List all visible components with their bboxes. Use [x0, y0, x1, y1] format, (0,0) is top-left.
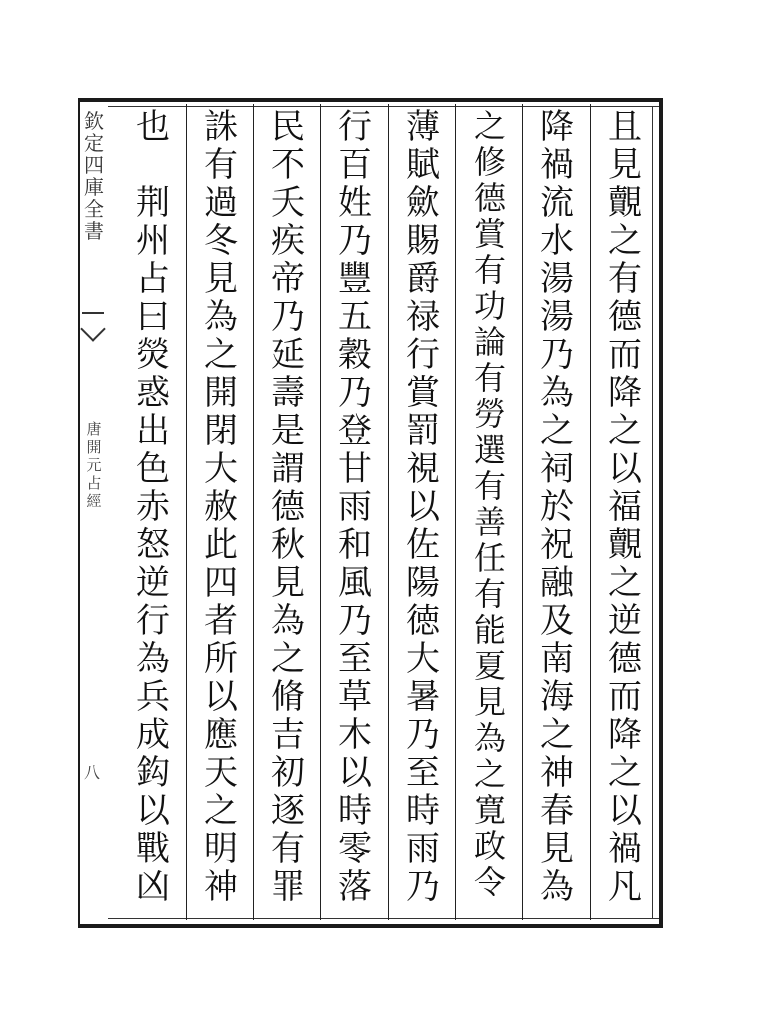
column-character: 有: [204, 145, 238, 185]
column-character: 暑: [406, 677, 440, 717]
column-rule: [388, 104, 389, 920]
book-title-char: 開: [86, 438, 102, 456]
column-character: 之: [473, 755, 506, 793]
column-character: 薄: [406, 107, 440, 147]
column-character: 乃: [406, 715, 440, 755]
column-character: 以: [608, 449, 642, 489]
column-character: [128, 146, 178, 184]
column-character: 覿: [608, 525, 642, 565]
column-character: 延: [271, 335, 305, 375]
frame-inner-bottom-line: [108, 918, 659, 919]
column-character: 福: [608, 487, 642, 527]
column-character: 賜: [406, 221, 440, 261]
column-character: 者: [204, 601, 238, 641]
column-character: 夏: [473, 647, 506, 685]
column-rule: [320, 104, 321, 920]
column-character: 零: [338, 829, 372, 869]
column-character: 為: [271, 601, 305, 641]
column-character: 四: [204, 563, 238, 603]
fold-title-char: 定: [84, 131, 104, 155]
page-number: 八: [84, 763, 101, 782]
column-character: 之: [608, 411, 642, 451]
column-character: 禍: [540, 145, 574, 185]
column-character: 風: [338, 563, 372, 603]
column-character: 之: [608, 563, 642, 603]
column-character: 天: [204, 753, 238, 793]
fold-title-char: 全: [84, 197, 104, 221]
column-character: 之: [608, 221, 642, 261]
column-character: 為: [540, 867, 574, 907]
book-title-char: 唐: [86, 420, 102, 438]
text-column: [461, 108, 519, 916]
column-character: 疾: [271, 221, 305, 261]
column-character: 熒: [136, 335, 170, 375]
column-character: 政: [473, 827, 506, 865]
column-character: 選: [473, 431, 506, 469]
column-character: 成: [136, 715, 170, 755]
column-character: 時: [406, 791, 440, 831]
column-character: 登: [338, 411, 372, 451]
text-column: [596, 108, 654, 916]
column-character: 惑: [136, 373, 170, 413]
fishtail-mark-icon: [82, 312, 104, 354]
column-character: 南: [540, 639, 574, 679]
column-character: 色: [136, 449, 170, 489]
column-character: 覿: [608, 183, 642, 223]
column-character: 初: [271, 753, 305, 793]
column-character: 所: [204, 639, 238, 679]
column-character: 有: [473, 359, 506, 397]
column-character: 禄: [406, 297, 440, 337]
column-character: 見: [473, 683, 506, 721]
column-character: 祠: [540, 449, 574, 489]
column-character: 降: [540, 107, 574, 147]
column-rule: [522, 104, 523, 920]
column-character: 有: [473, 575, 506, 613]
column-character: 民: [271, 107, 305, 147]
column-character: 德: [271, 487, 305, 527]
text-column: [259, 108, 317, 916]
column-character: 赤: [136, 487, 170, 527]
column-character: 赦: [204, 487, 238, 527]
column-character: 德: [608, 297, 642, 337]
fold-title-char: 書: [84, 219, 104, 243]
text-column: [394, 108, 452, 916]
column-character: 乃: [338, 373, 372, 413]
column-character: 帝: [271, 259, 305, 299]
column-character: 至: [406, 753, 440, 793]
column-character: 罰: [406, 411, 440, 451]
column-character: 不: [271, 145, 305, 185]
column-character: 戰: [136, 829, 170, 869]
column-character: 視: [406, 449, 440, 489]
column-character: 為: [204, 297, 238, 337]
column-character: 以: [338, 753, 372, 793]
column-character: 修: [473, 143, 506, 181]
text-column: [124, 108, 182, 916]
column-character: 有: [473, 467, 506, 505]
column-character: 以: [136, 791, 170, 831]
column-character: 賞: [406, 373, 440, 413]
column-character: 明: [204, 829, 238, 869]
column-character: 賞: [473, 215, 506, 253]
column-character: 過: [204, 183, 238, 223]
column-character: 荆: [136, 183, 170, 223]
column-rule: [455, 104, 456, 920]
column-character: 德: [473, 179, 506, 217]
column-character: 於: [540, 487, 574, 527]
column-character: 秋: [271, 525, 305, 565]
column-character: 逆: [608, 601, 642, 641]
column-character: 有: [608, 259, 642, 299]
book-title-char: 元: [86, 456, 102, 474]
column-character: 湯: [540, 297, 574, 337]
column-character: 禍: [608, 829, 642, 869]
column-character: 逐: [271, 791, 305, 831]
column-character: 草: [338, 677, 372, 717]
column-character: 兵: [136, 677, 170, 717]
column-character: 以: [406, 487, 440, 527]
column-character: 之: [540, 411, 574, 451]
column-character: 也: [136, 107, 170, 147]
column-character: 脩: [271, 677, 305, 717]
column-character: 之: [608, 753, 642, 793]
column-character: 德: [608, 639, 642, 679]
column-character: 之: [540, 715, 574, 755]
column-character: 行: [338, 107, 372, 147]
column-character: 誅: [204, 107, 238, 147]
column-character: 爵: [406, 259, 440, 299]
book-title-char: 經: [86, 492, 102, 510]
column-character: 雨: [338, 487, 372, 527]
column-character: 木: [338, 715, 372, 755]
column-character: 祝: [540, 525, 574, 565]
column-character: 應: [204, 715, 238, 755]
column-character: 春: [540, 791, 574, 831]
column-character: 陽: [406, 563, 440, 603]
column-character: 謂: [271, 449, 305, 489]
column-character: 豐: [338, 259, 372, 299]
column-character: 有: [271, 829, 305, 869]
column-rule: [590, 104, 591, 920]
column-character: 夭: [271, 183, 305, 223]
fold-title-char: 欽: [84, 109, 104, 133]
column-character: 冬: [204, 221, 238, 261]
fold-title-char: 四: [84, 153, 104, 177]
column-character: 怒: [136, 525, 170, 565]
column-character: 之: [473, 107, 506, 145]
column-character: 落: [338, 867, 372, 907]
column-character: 甘: [338, 449, 372, 489]
column-character: 且: [608, 107, 642, 147]
column-character: 令: [473, 863, 506, 901]
column-character: 而: [608, 677, 642, 717]
column-character: 寛: [473, 791, 506, 829]
column-character: 神: [204, 867, 238, 907]
column-character: 乃: [540, 335, 574, 375]
column-character: 行: [406, 335, 440, 375]
column-character: 之: [271, 639, 305, 679]
column-character: 五: [338, 297, 372, 337]
column-character: 融: [540, 563, 574, 603]
column-character: 徳: [406, 601, 440, 641]
column-rule: [253, 104, 254, 920]
column-character: 逆: [136, 563, 170, 603]
column-character: 賦: [406, 145, 440, 185]
fold-margin-title: [82, 110, 106, 242]
column-character: 降: [608, 373, 642, 413]
column-character: 穀: [338, 335, 372, 375]
column-character: 為: [540, 373, 574, 413]
column-character: 時: [338, 791, 372, 831]
column-character: 鈎: [136, 753, 170, 793]
column-character: 能: [473, 611, 506, 649]
column-character: 以: [204, 677, 238, 717]
column-character: 及: [540, 601, 574, 641]
column-character: 而: [608, 335, 642, 375]
column-character: 歛: [406, 183, 440, 223]
text-column: [326, 108, 384, 916]
column-character: 任: [473, 539, 506, 577]
column-character: 姓: [338, 183, 372, 223]
book-title-char: 占: [86, 474, 102, 492]
text-column: [192, 108, 250, 916]
column-character: 此: [204, 525, 238, 565]
column-character: 以: [608, 791, 642, 831]
column-character: 神: [540, 753, 574, 793]
column-character: 乃: [271, 297, 305, 337]
column-character: 之: [204, 791, 238, 831]
column-character: 開: [204, 373, 238, 413]
column-character: 善: [473, 503, 506, 541]
column-character: 湯: [540, 259, 574, 299]
column-character: 州: [136, 221, 170, 261]
fold-title-char: 庫: [84, 175, 104, 199]
column-character: 見: [608, 145, 642, 185]
column-character: 至: [338, 639, 372, 679]
column-character: 勞: [473, 395, 506, 433]
column-character: 占: [136, 259, 170, 299]
column-character: 行: [136, 601, 170, 641]
column-character: 吉: [271, 715, 305, 755]
column-character: 為: [473, 719, 506, 757]
column-character: 和: [338, 525, 372, 565]
column-character: 出: [136, 411, 170, 451]
column-character: 見: [540, 829, 574, 869]
column-character: 乃: [338, 601, 372, 641]
column-character: 凡: [608, 867, 642, 907]
column-character: 雨: [406, 829, 440, 869]
column-character: 凶: [136, 867, 170, 907]
column-character: 乃: [338, 221, 372, 261]
column-character: 水: [540, 221, 574, 261]
column-character: 有: [473, 251, 506, 289]
column-character: 大: [406, 639, 440, 679]
text-column: [528, 108, 586, 916]
fold-margin-book-title: [82, 420, 106, 510]
column-character: 罪: [271, 867, 305, 907]
column-character: 之: [204, 335, 238, 375]
column-character: 見: [204, 259, 238, 299]
column-rule: [186, 104, 187, 920]
column-character: 壽: [271, 373, 305, 413]
column-character: 大: [204, 449, 238, 489]
column-character: 流: [540, 183, 574, 223]
column-character: 論: [473, 323, 506, 361]
column-character: 佐: [406, 525, 440, 565]
column-character: 曰: [136, 297, 170, 337]
column-character: 功: [473, 287, 506, 325]
column-character: 是: [271, 411, 305, 451]
column-character: 百: [338, 145, 372, 185]
column-character: 為: [136, 639, 170, 679]
column-character: 見: [271, 563, 305, 603]
column-character: 乃: [406, 867, 440, 907]
frame-inner-top-line: [108, 106, 659, 107]
column-character: 閉: [204, 411, 238, 451]
column-character: 海: [540, 677, 574, 717]
column-character: 降: [608, 715, 642, 755]
